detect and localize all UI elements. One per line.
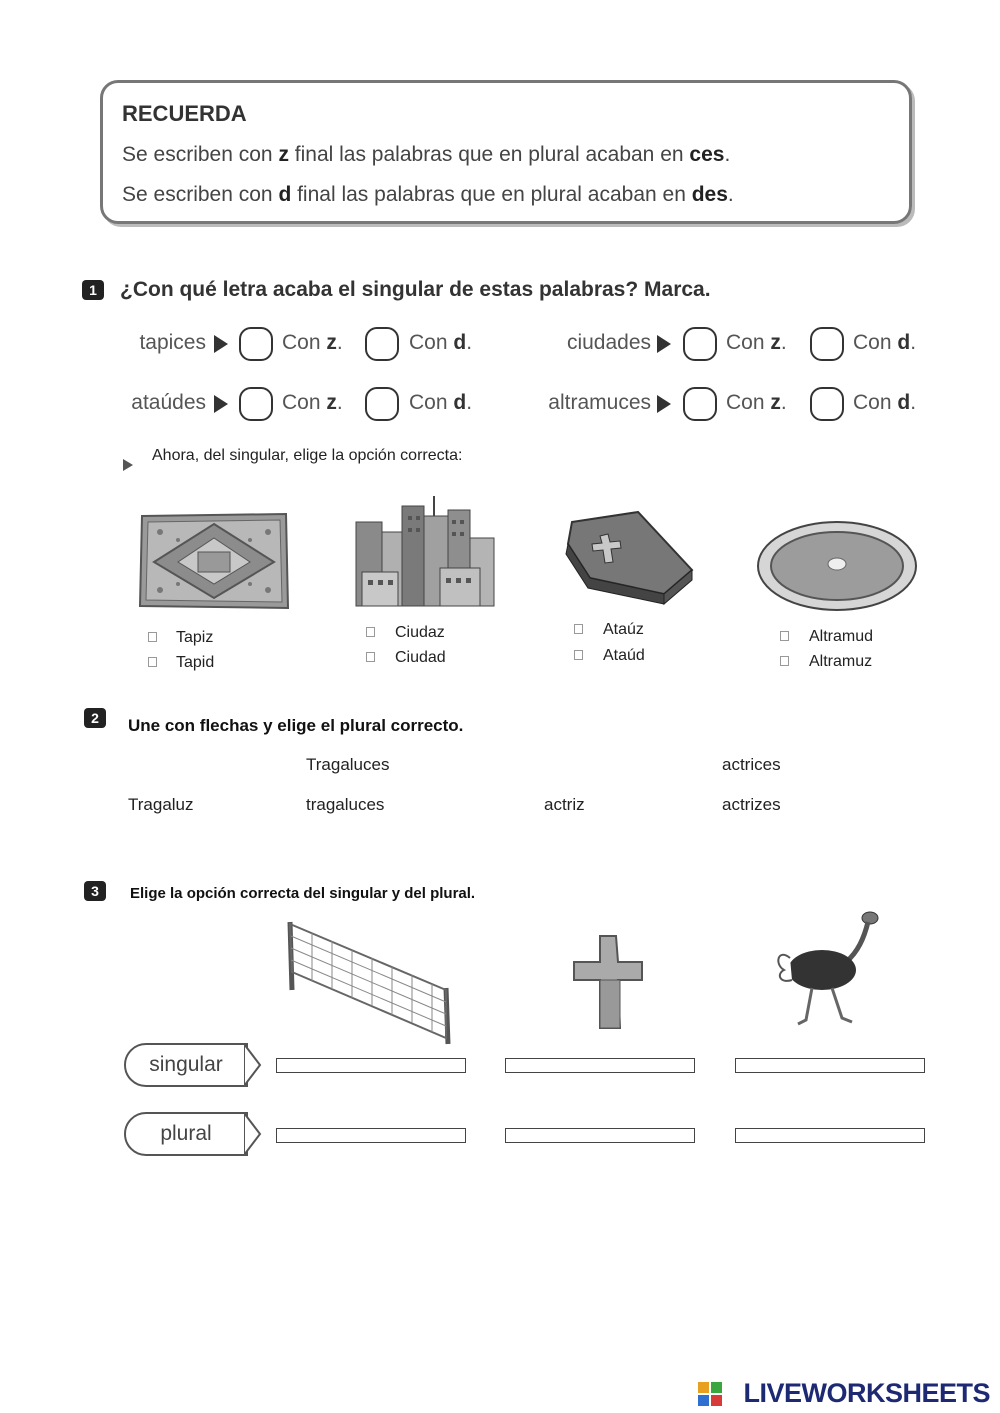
exercise-3-title: Elige la opción correcta del singular y del plural. <box>130 885 476 902</box>
plural-tag: plural <box>124 1112 248 1156</box>
tragaluz-word[interactable]: Tragaluz <box>128 795 194 814</box>
option-altramuz[interactable]: Altramuz <box>780 653 872 671</box>
option-tapid[interactable]: Tapid <box>148 654 214 672</box>
option-checkbox[interactable] <box>366 652 375 662</box>
net-singular-input[interactable] <box>276 1058 466 1073</box>
cross-singular-input[interactable] <box>505 1058 695 1073</box>
tapestry-image <box>138 510 290 612</box>
singular-instruction: Ahora, del singular, elige la opción correcta: <box>152 447 463 464</box>
arrow-icon <box>214 395 228 413</box>
con-z-label: Con z. <box>726 331 787 354</box>
option-checkbox[interactable] <box>148 632 157 642</box>
tragaluces-option-1[interactable]: Tragaluces <box>306 755 390 774</box>
altramuces-z-checkbox[interactable] <box>683 387 717 421</box>
word-altramuces: altramuces <box>548 391 651 414</box>
option-altramud[interactable]: Altramud <box>780 628 873 646</box>
net-image <box>282 916 456 1046</box>
ciudades-z-checkbox[interactable] <box>683 327 717 361</box>
arrow-icon <box>657 335 671 353</box>
con-d-label: Con d. <box>409 331 473 354</box>
net-plural-input[interactable] <box>276 1128 466 1143</box>
con-d-label: Con d. <box>409 391 473 414</box>
ostrich-image <box>772 908 884 1030</box>
ciudades-d-checkbox[interactable] <box>810 327 844 361</box>
ataudes-z-checkbox[interactable] <box>239 387 273 421</box>
option-checkbox[interactable] <box>574 650 583 660</box>
recuerda-line-1: Se escriben con z final las palabras que en plural acaban en ces. <box>122 143 731 166</box>
singular-tag-tip <box>244 1043 262 1087</box>
word-tapices: tapices <box>139 331 206 354</box>
option-ciudaz[interactable]: Ciudaz <box>366 624 445 642</box>
con-z-label: Con z. <box>282 331 343 354</box>
arrow-icon <box>214 335 228 353</box>
actrices-option[interactable]: actrices <box>722 755 781 774</box>
con-d-label: Con d. <box>853 391 917 414</box>
exercise-2-title: Une con flechas y elige el plural correcto. <box>128 716 464 735</box>
plate-image <box>756 520 918 612</box>
option-ataud[interactable]: Ataúd <box>574 647 645 665</box>
recuerda-line-2: Se escriben con d final las palabras que en plural acaban en des. <box>122 183 734 206</box>
option-ciudad[interactable]: Ciudad <box>366 649 446 667</box>
actriz-word[interactable]: actriz <box>544 795 585 814</box>
singular-tag: singular <box>124 1043 248 1087</box>
option-checkbox[interactable] <box>780 656 789 666</box>
city-image <box>352 492 498 610</box>
option-atauz[interactable]: Ataúz <box>574 621 644 639</box>
option-checkbox[interactable] <box>780 631 789 641</box>
word-ciudades: ciudades <box>566 331 651 354</box>
con-d-label: Con d. <box>853 331 917 354</box>
word-ataudes: ataúdes <box>131 391 206 414</box>
con-z-label: Con z. <box>726 391 787 414</box>
cross-plural-input[interactable] <box>505 1128 695 1143</box>
altramuces-d-checkbox[interactable] <box>810 387 844 421</box>
plural-tag-tip <box>244 1112 262 1156</box>
option-checkbox[interactable] <box>366 627 375 637</box>
ataudes-d-checkbox[interactable] <box>365 387 399 421</box>
coffin-image <box>564 508 696 606</box>
instruction-arrow-icon <box>123 459 133 471</box>
arrow-icon <box>657 395 671 413</box>
tapices-d-checkbox[interactable] <box>365 327 399 361</box>
exercise-1-title: ¿Con qué letra acaba el singular de estas palabras? Marca. <box>120 278 711 301</box>
option-checkbox[interactable] <box>148 657 157 667</box>
exercise-3-number: 3 <box>84 881 106 901</box>
option-checkbox[interactable] <box>574 624 583 634</box>
ostrich-plural-input[interactable] <box>735 1128 925 1143</box>
actrizes-option[interactable]: actrizes <box>722 795 781 814</box>
cross-image <box>570 934 646 1032</box>
ostrich-singular-input[interactable] <box>735 1058 925 1073</box>
option-tapiz[interactable]: Tapiz <box>148 629 213 647</box>
tragaluces-option-2[interactable]: tragaluces <box>306 795 385 814</box>
liveworksheets-logo: LIVEWORKSHEETS <box>743 1378 990 1408</box>
con-z-label: Con z. <box>282 391 343 414</box>
recuerda-title: RECUERDA <box>122 101 247 126</box>
liveworksheets-logo-icon <box>697 1381 723 1407</box>
exercise-2-number: 2 <box>84 708 106 728</box>
exercise-1-number: 1 <box>82 280 104 300</box>
tapices-z-checkbox[interactable] <box>239 327 273 361</box>
